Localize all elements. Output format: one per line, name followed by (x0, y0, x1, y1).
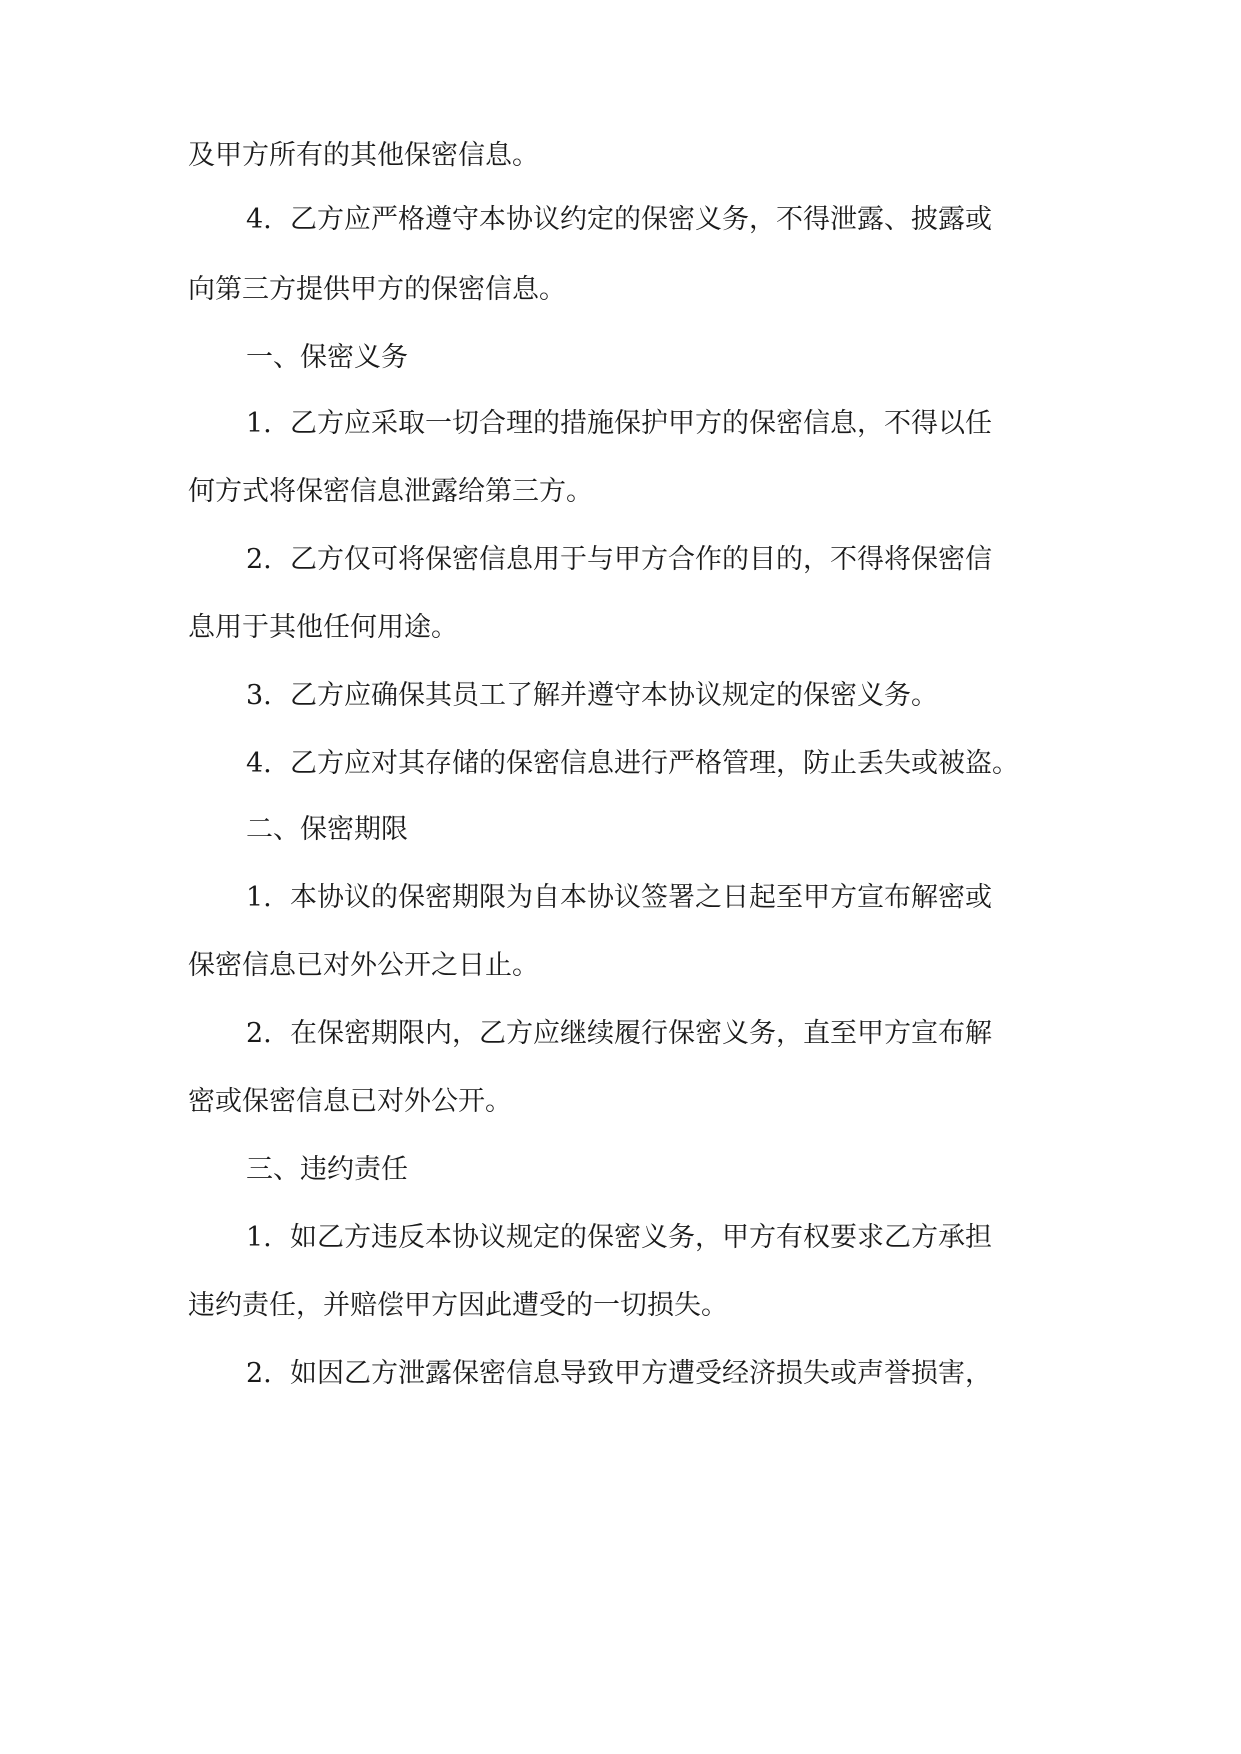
list-number: 1. (246, 408, 272, 439)
list-number: 3. (246, 680, 272, 711)
list-item-line (246, 1016, 1056, 1052)
list-item-text: 在保密期限内，乙方应继续履行保密义务，直至甲方宣布解 (290, 1018, 992, 1049)
list-item-line (246, 406, 1056, 442)
body-text-line: 及甲方所有的其他保密信息。 (188, 140, 539, 171)
list-item-text: 本协议的保密期限为自本协议签署之日起至甲方宣布解密或 (290, 882, 992, 913)
list-number: 2. (246, 1358, 272, 1389)
list-item-text: 乙方应严格遵守本协议约定的保密义务，不得泄露、披露或 (290, 204, 992, 235)
body-text-line: 保密信息已对外公开之日止。 (188, 950, 539, 981)
body-text-line: 密或保密信息已对外公开。 (188, 1086, 512, 1117)
list-item-line (246, 1220, 1056, 1256)
list-number: 4. (246, 204, 272, 235)
list-item-text: 乙方应对其存储的保密信息进行严格管理，防止丢失或被盗。 (290, 748, 1019, 779)
list-number: 2. (246, 544, 272, 575)
section-heading: 一、保密义务 (246, 342, 408, 373)
section-heading: 三、违约责任 (246, 1154, 408, 1185)
list-item-text: 乙方应确保其员工了解并遵守本协议规定的保密义务。 (290, 680, 938, 711)
body-text-line: 息用于其他任何用途。 (188, 612, 458, 643)
body-text-line: 违约责任，并赔偿甲方因此遭受的一切损失。 (188, 1290, 728, 1321)
list-item-line (246, 880, 1056, 916)
list-item-text: 乙方仅可将保密信息用于与甲方合作的目的，不得将保密信 (290, 544, 992, 575)
body-text-line: 向第三方提供甲方的保密信息。 (188, 274, 566, 305)
list-item-line (246, 1356, 1056, 1392)
list-item-line (246, 678, 1056, 714)
list-item-text: 如乙方违反本协议规定的保密义务，甲方有权要求乙方承担 (290, 1222, 992, 1253)
list-number: 1. (246, 1222, 272, 1253)
list-number: 1. (246, 882, 272, 913)
list-number: 4. (246, 748, 272, 779)
section-heading: 二、保密期限 (246, 814, 408, 845)
list-item-text: 乙方应采取一切合理的措施保护甲方的保密信息，不得以任 (290, 408, 992, 439)
list-item-line (246, 202, 1056, 238)
list-item-text: 如因乙方泄露保密信息导致甲方遭受经济损失或声誉损害， (290, 1358, 992, 1389)
list-item-line (246, 746, 1056, 782)
list-item-line (246, 542, 1056, 578)
body-text-line: 何方式将保密信息泄露给第三方。 (188, 476, 593, 507)
list-number: 2. (246, 1018, 272, 1049)
